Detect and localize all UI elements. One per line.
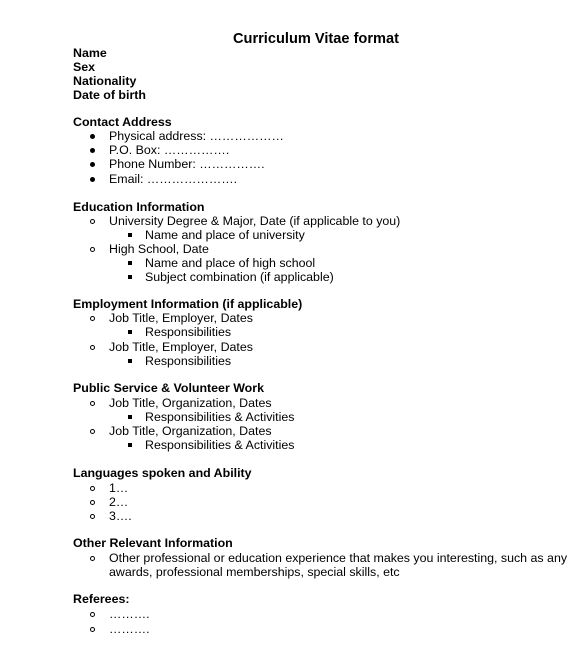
circle-bullet-icon [90,500,95,505]
employment-job-2-detail: Responsibilities [145,354,232,368]
square-bullet-icon [128,261,132,265]
circle-bullet-icon [90,556,95,561]
employment-job-1: Job Title, Employer, Dates [109,311,253,325]
date-of-birth-label: Date of birth [73,88,146,102]
university-detail: Name and place of university [145,228,305,242]
circle-bullet-icon [90,247,95,252]
name-label: Name [73,46,107,60]
subject-combination-detail: Subject combination (if applicable) [145,270,334,284]
employment-job-1-detail: Responsibilities [145,325,232,339]
other-info-heading: Other Relevant Information [73,536,233,550]
square-bullet-icon [128,443,132,447]
circle-bullet-icon [90,345,95,350]
bullet-icon [90,162,95,167]
square-bullet-icon [128,330,132,334]
language-item-1: 1… [109,481,129,495]
language-item-2: 2… [109,495,129,509]
public-service-job-2: Job Title, Organization, Dates [109,424,272,438]
square-bullet-icon [128,275,132,279]
bullet-icon [90,148,95,153]
referees-heading: Referees: [73,592,130,606]
public-service-heading: Public Service & Volunteer Work [73,381,264,395]
sex-label: Sex [73,60,96,74]
university-degree-item: University Degree & Major, Date (if applicable to you) [109,214,401,228]
referee-item-2: ………. [109,622,150,636]
email-field: Email: …………………. [109,172,238,186]
po-box-field: P.O. Box: ……………. [109,143,230,157]
circle-bullet-icon [90,627,95,632]
education-heading: Education Information [73,200,205,214]
other-info-line-1: Other professional or education experience that makes you interesting, such as any [109,551,568,565]
public-service-job-2-detail: Responsibilities & Activities [145,438,295,452]
high-school-item: High School, Date [109,242,209,256]
employment-heading: Employment Information (if applicable) [73,297,303,311]
high-school-detail: Name and place of high school [145,256,316,270]
bullet-icon [90,134,95,139]
circle-bullet-icon [90,401,95,406]
contact-heading: Contact Address [73,115,172,129]
bullet-icon [90,177,95,182]
public-service-job-1: Job Title, Organization, Dates [109,396,272,410]
physical-address-field: Physical address: ……………… [109,129,284,143]
circle-bullet-icon [90,514,95,519]
phone-number-field: Phone Number: ……………. [109,157,265,171]
circle-bullet-icon [90,486,95,491]
circle-bullet-icon [90,429,95,434]
square-bullet-icon [128,359,132,363]
other-info-line-2: awards, professional memberships, special skills, etc [109,565,400,579]
public-service-job-1-detail: Responsibilities & Activities [145,410,295,424]
languages-heading: Languages spoken and Ability [73,466,252,480]
circle-bullet-icon [90,316,95,321]
circle-bullet-icon [90,219,95,224]
nationality-label: Nationality [73,74,137,88]
language-item-3: 3…. [109,509,132,523]
document-title: Curriculum Vitae format [233,31,399,47]
square-bullet-icon [128,233,132,237]
referee-item-1: ………. [109,607,150,621]
circle-bullet-icon [90,612,95,617]
employment-job-2: Job Title, Employer, Dates [109,340,253,354]
square-bullet-icon [128,415,132,419]
